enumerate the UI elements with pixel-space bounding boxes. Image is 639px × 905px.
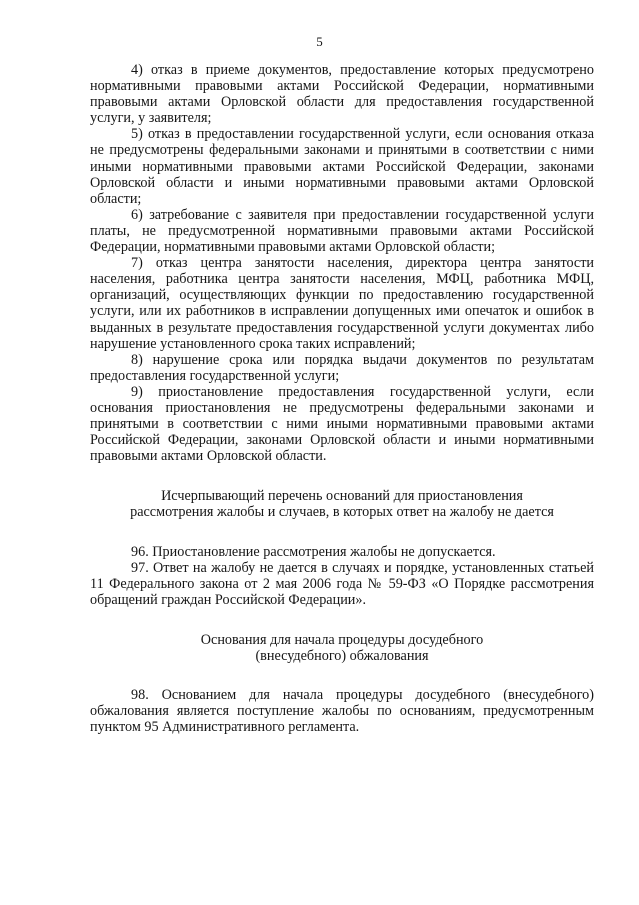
section-heading-suspension <box>90 488 594 520</box>
section-heading-grounds <box>90 632 594 664</box>
page-number: 5 <box>316 34 323 49</box>
clause-97: 97. Ответ на жалобу не дается в случаях и порядке, установленных статьей 11 Федерального закона от 2 мая 2006 года № 59-ФЗ «О Порядке рассмотрения обращений граждан Российской Федерации». <box>90 559 594 608</box>
heading-line: (внесудебного) обжалования <box>255 648 429 664</box>
list-item: 5) отказ в предоставлении государственной услуги, если основания отказа не предусмотрены федеральными законами и принятыми в соответствии с ними иными нормативными правовыми актами Российской Федерации, законами Орловской области и иными нормативными правовыми актами Орловской области; <box>90 126 594 207</box>
list-item: 4) отказ в приеме документов, предоставление которых предусмотрено нормативными правовыми актами Российской Федерации, нормативными правовыми актами Орловской области для предоставления государственной услуги, у заявителя; <box>90 62 594 127</box>
list-item: 9) приостановление предоставления государственной услуги, если основания приостановления не предусмотрены федеральными законами и принятыми в соответствии с ними иными нормативными правовыми актами Российской Федерации, законами Орловской области и иными нормативными правовыми актами Орловской области. <box>90 383 594 465</box>
list-item: 6) затребование с заявителя при предоставлении государственной услуги платы, не предусмотренной нормативными правовыми актами Российской Федерации, нормативными правовыми актами Орловской области; <box>90 206 594 256</box>
page-content <box>90 62 594 735</box>
list-item: 8) нарушение срока или порядка выдачи документов по результатам предоставления государственной услуги; <box>90 351 594 384</box>
clause-98: 98. Основанием для начала процедуры досудебного (внесудебного) обжалования является поступление жалобы по основаниям, предусмотренным пунктом 95 Административного регламента. <box>90 687 594 736</box>
clause-96: 96. Приостановление рассмотрения жалобы не допускается. <box>131 543 496 560</box>
list-item: 7) отказ центра занятости населения, директора центра занятости населения, работника центра занятости населения, МФЦ, работника МФЦ, организаций, осуществляющих функции по предоставлению государственной услуги, или их работников в исправлении допущенных ими опечаток и ошибок в выданных в результате предоставления государственной услуги документах либо нарушение установленного срока таких исправлений; <box>90 255 594 352</box>
heading-line: Исчерпывающий перечень оснований для приостановления <box>161 488 523 505</box>
heading-line: Основания для начала процедуры досудебного <box>200 631 484 648</box>
heading-line: рассмотрения жалобы и случаев, в которых ответ на жалобу не дается <box>130 504 554 521</box>
